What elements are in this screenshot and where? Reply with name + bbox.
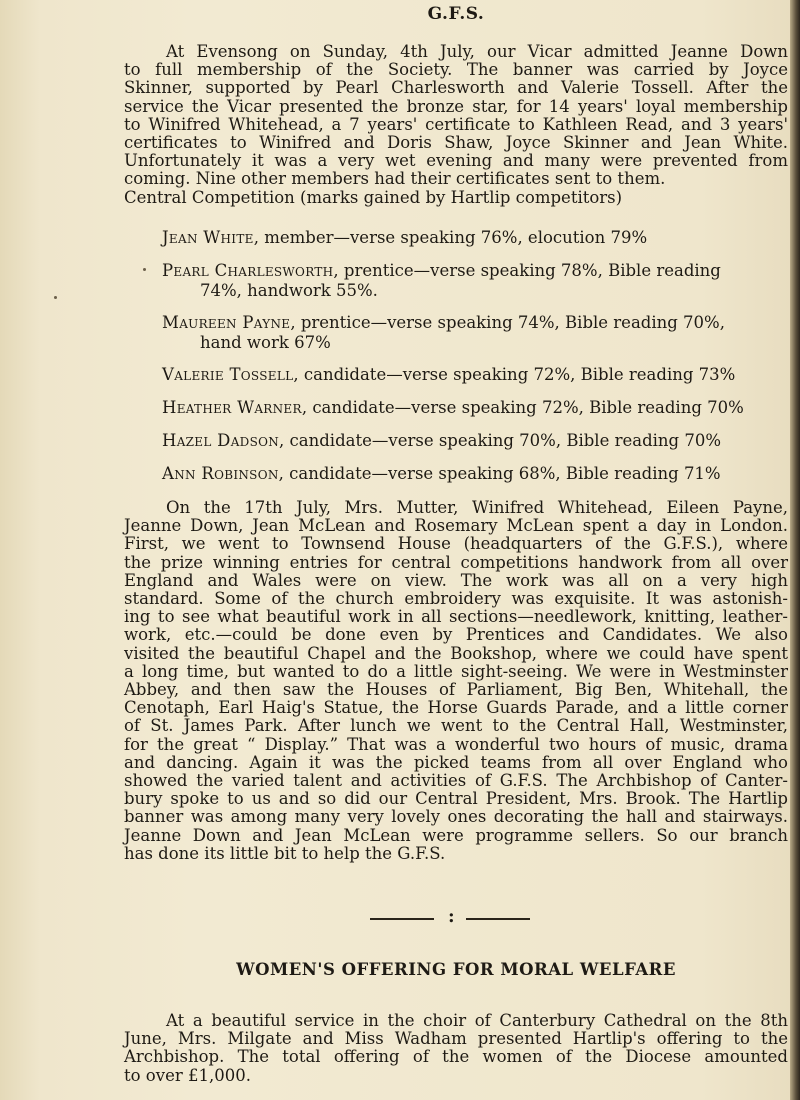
paragraph-line: and dancing. Again it was the picked teams from all over England who bbox=[124, 752, 788, 772]
competitor-name: Hazel Dadson bbox=[162, 431, 280, 450]
paragraph-line: bury spoke to us and so did our Central President, Mrs. Brook. The Hartlip bbox=[124, 789, 788, 809]
competition-result bbox=[162, 398, 788, 418]
paper-speck bbox=[54, 296, 57, 299]
divider-colon: : bbox=[448, 906, 455, 927]
competitor-marks-continued: 74%, handwork 55%. bbox=[200, 281, 378, 300]
paragraph-line: England and Wales were on view. The work was all on a very high bbox=[124, 570, 788, 590]
paragraph-line: At a beautiful service in the choir of Canterbury Cathedral on the 8th bbox=[166, 1011, 788, 1030]
paragraph-line: a long time, but wanted to do a little sight-seeing. We were in Westminster bbox=[124, 661, 788, 681]
gfs-heading: G.F.S. bbox=[427, 4, 485, 24]
page-binding-edge bbox=[790, 0, 800, 1100]
paragraph-line: of St. James Park. After lunch we went to the Central Hall, Westminster, bbox=[124, 716, 788, 736]
paragraph-line: banner was among many very lovely ones decorating the hall and stairways. bbox=[124, 807, 788, 827]
competitor-marks: , candidate—verse speaking 72%, Bible reading 70% bbox=[301, 398, 744, 417]
paragraph-line: ing to see what beautiful work in all sections—needlework, knitting, leather- bbox=[124, 607, 788, 627]
paragraph-line: On the 17th July, Mrs. Mutter, Winifred Whitehead, Eileen Payne, bbox=[166, 498, 788, 517]
paragraph-line: Archbishop. The total offering of the women of the Diocese amounted bbox=[124, 1047, 788, 1067]
competitor-name: Heather Warner bbox=[162, 398, 302, 417]
paragraph-line: visited the beautiful Chapel and the Bookshop, where we could have spent bbox=[124, 643, 788, 663]
paragraph-line: for the great “ Display.” That was a wonderful two hours of music, drama bbox=[124, 734, 788, 754]
paragraph-line: showed the varied talent and activities of G.F.S. The Archbishop of Canter- bbox=[124, 771, 788, 791]
competitor-marks: , candidate—verse speaking 72%, Bible reading 73% bbox=[293, 365, 736, 384]
paragraph-line: standard. Some of the church embroidery was exquisite. It was astonish- bbox=[124, 589, 788, 609]
competition-result bbox=[162, 261, 788, 301]
gfs-intro-paragraph bbox=[124, 43, 788, 207]
paragraph-line: work, etc.—could be done even by Prentices and Candidates. We also bbox=[124, 625, 788, 645]
competitor-name: Jean White bbox=[162, 228, 254, 247]
womens-offering-paragraph bbox=[124, 1012, 788, 1085]
competitor-marks: , prentice—verse speaking 74%, Bible reading 70%, bbox=[290, 313, 725, 332]
paragraph-line: coming. Nine other members had their certificates sent to them. bbox=[124, 169, 666, 189]
paper-speck bbox=[143, 268, 146, 271]
paragraph-line: has done its little bit to help the G.F.S. bbox=[124, 843, 446, 863]
competition-result bbox=[162, 431, 788, 451]
paragraph-line: June, Mrs. Milgate and Miss Wadham presented Hartlip's offering to the bbox=[124, 1029, 788, 1049]
competitor-name: Pearl Charlesworth bbox=[162, 261, 334, 280]
paragraph-line: Jeanne Down, Jean McLean and Rosemary McLean spent a day in London. bbox=[124, 516, 788, 536]
paragraph-line: At Evensong on Sunday, 4th July, our Vicar admitted Jeanne Down bbox=[166, 42, 788, 61]
divider-rule-left bbox=[370, 918, 434, 920]
competitor-name: Maureen Payne bbox=[162, 313, 291, 332]
competitor-marks: , prentice—verse speaking 78%, Bible reading bbox=[333, 261, 721, 280]
womens-offering-heading: WOMEN'S OFFERING FOR MORAL WELFARE bbox=[236, 960, 676, 979]
paragraph-line: First, we went to Townsend House (headquarters of the G.F.S.), where bbox=[124, 534, 788, 554]
competition-result bbox=[162, 313, 788, 353]
paragraph-line: Cenotaph, Earl Haig's Statue, the Horse Guards Parade, and a little corner bbox=[124, 698, 788, 718]
paragraph-line: service the Vicar presented the bronze star, for 14 years' loyal membership bbox=[124, 96, 788, 116]
competitor-name: Valerie Tossell bbox=[162, 365, 294, 384]
paragraph-line: Jeanne Down and Jean McLean were programme sellers. So our branch bbox=[124, 825, 788, 845]
paragraph-line: the prize winning entries for central competitions handwork from all over bbox=[124, 552, 788, 572]
competitor-marks-continued: hand work 67% bbox=[200, 333, 331, 352]
paragraph-line: Central Competition (marks gained by Hartlip competitors) bbox=[124, 187, 623, 207]
paragraph-line: Unfortunately it was a very wet evening and many were prevented from bbox=[124, 151, 788, 171]
competition-result bbox=[162, 365, 788, 385]
paragraph-line: to full membership of the Society. The banner was carried by Joyce bbox=[124, 60, 788, 80]
gfs-london-paragraph bbox=[124, 499, 788, 863]
competitor-marks: , member—verse speaking 76%, elocution 79% bbox=[253, 228, 648, 247]
paragraph-line: to Winifred Whitehead, a 7 years' certificate to Kathleen Read, and 3 years' bbox=[124, 114, 788, 134]
competitor-name: Ann Robinson bbox=[162, 464, 279, 483]
divider-rule-right bbox=[466, 918, 530, 920]
competition-result bbox=[162, 228, 788, 248]
section-divider bbox=[370, 906, 540, 927]
paragraph-line: to over £1,000. bbox=[124, 1065, 251, 1085]
competition-result bbox=[162, 464, 788, 484]
paragraph-line: Skinner, supported by Pearl Charlesworth and Valerie Tossell. After the bbox=[124, 78, 788, 98]
competitor-marks: , candidate—verse speaking 68%, Bible reading 71% bbox=[278, 464, 721, 483]
paragraph-line: Abbey, and then saw the Houses of Parliament, Big Ben, Whitehall, the bbox=[124, 680, 788, 700]
competitor-marks: , candidate—verse speaking 70%, Bible reading 70% bbox=[279, 431, 722, 450]
paragraph-line: certificates to Winifred and Doris Shaw, Joyce Skinner and Jean White. bbox=[124, 133, 788, 153]
